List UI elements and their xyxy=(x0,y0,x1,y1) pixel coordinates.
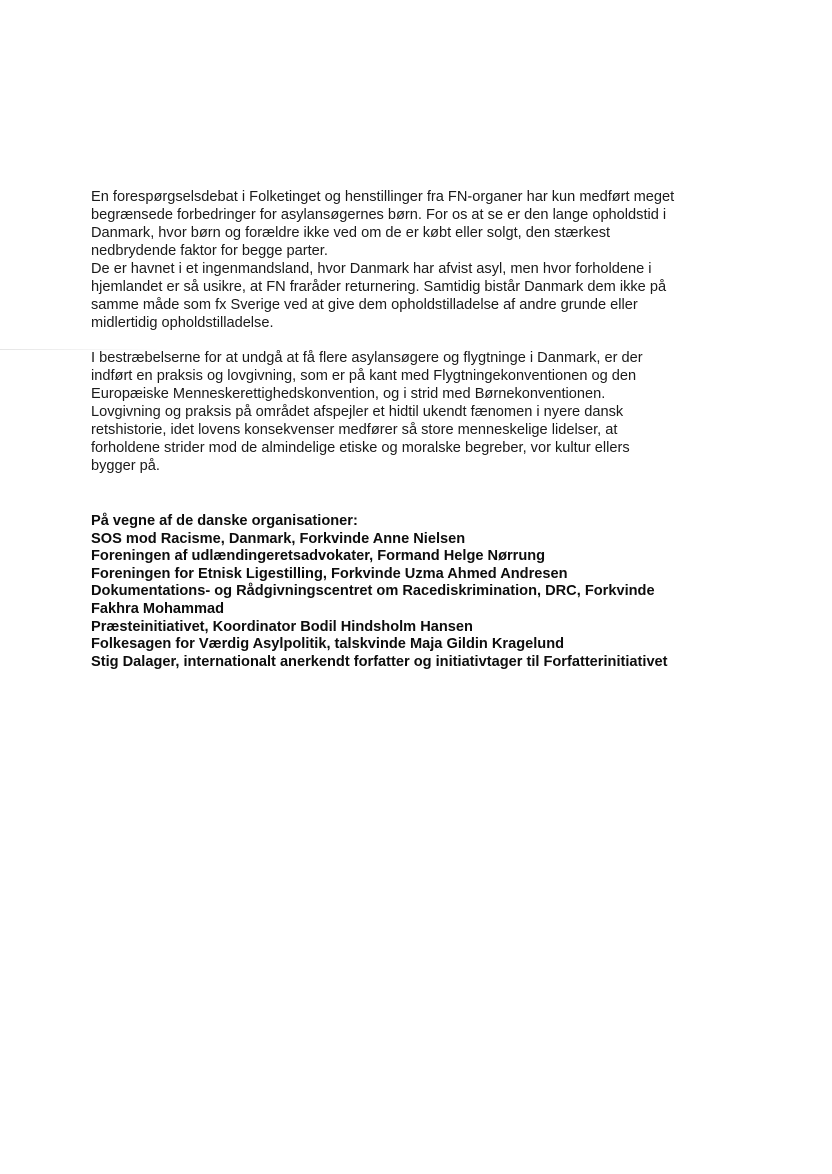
paragraph-1-line: nedbrydende faktor for begge parter. xyxy=(91,243,328,259)
paragraph-1-line: begrænsede forbedringer for asylansøgernes børn. For os at se er den lange opholdstid i xyxy=(91,207,667,223)
signature-line: Dokumentations- og Rådgivningscentret om Racediskrimination, DRC, Forkvinde xyxy=(91,583,655,600)
paragraph-1 xyxy=(91,188,731,260)
signature-line: Foreningen af udlændingeretsadvokater, Formand Helge Nørrung xyxy=(91,548,546,565)
paragraph-2 xyxy=(91,260,731,332)
paragraph-1-line: En forespørgselsdebat i Folketinget og henstillinger fra FN-organer har kun medført meget xyxy=(91,189,675,205)
paragraph-2-line: hjemlandet er så usikre, at FN fraråder returnering. Samtidig bistår Danmark dem ikke på xyxy=(91,279,667,295)
paragraph-3 xyxy=(91,349,731,475)
paragraph-3-line: Lovgivning og praksis på området afspejler et hidtil ukendt fænomen i nyere dansk xyxy=(91,404,624,420)
signature-line: Fakhra Mohammad xyxy=(91,600,224,617)
paragraph-3-line: I bestræbelserne for at undgå at få flere asylansøgere og flygtninge i Danmark, er der xyxy=(91,350,643,366)
document-body xyxy=(91,188,731,671)
signature-line: SOS mod Racisme, Danmark, Forkvinde Anne Nielsen xyxy=(91,530,466,547)
signature-line: Præsteinitiativet, Koordinator Bodil Hindsholm Hansen xyxy=(91,618,473,635)
signature-line: Foreningen for Etnisk Ligestilling, Forkvinde Uzma Ahmed Andresen xyxy=(91,565,568,582)
paragraph-3-line: forholdene strider mod de almindelige etiske og moralske begreber, vor kultur ellers xyxy=(91,440,630,456)
signature-block xyxy=(91,513,731,671)
signature-line: Folkesagen for Værdig Asylpolitik, talskvinde Maja Gildin Kragelund xyxy=(91,636,565,653)
paragraph-3-line: retshistorie, idet lovens konsekvenser medfører så store menneskelige lidelser, at xyxy=(91,422,618,438)
signature-heading: På vegne af de danske organisationer: xyxy=(91,513,358,529)
paragraph-2-line: midlertidig opholdstilladelse. xyxy=(91,315,274,331)
paragraph-1-line: Danmark, hvor børn og forældre ikke ved om de er købt eller solgt, den stærkest xyxy=(91,225,611,241)
paragraph-3-line: bygger på. xyxy=(91,458,160,474)
paragraph-3-line: Europæiske Menneskerettighedskonvention, og i strid med Børnekonventionen. xyxy=(91,386,606,402)
signature-line: Stig Dalager, internationalt anerkendt forfatter og initiativtager til Forfatterinitiativet xyxy=(91,653,668,670)
paragraph-3-line: indført en praksis og lovgivning, som er på kant med Flygtningekonventionen og den xyxy=(91,368,637,384)
paragraph-2-line: samme måde som fx Sverige ved at give dem opholdstilladelse af andre grunde eller xyxy=(91,297,638,313)
paragraph-2-line: De er havnet i et ingenmandsland, hvor Danmark har afvist asyl, men hvor forholdene i xyxy=(91,261,652,277)
